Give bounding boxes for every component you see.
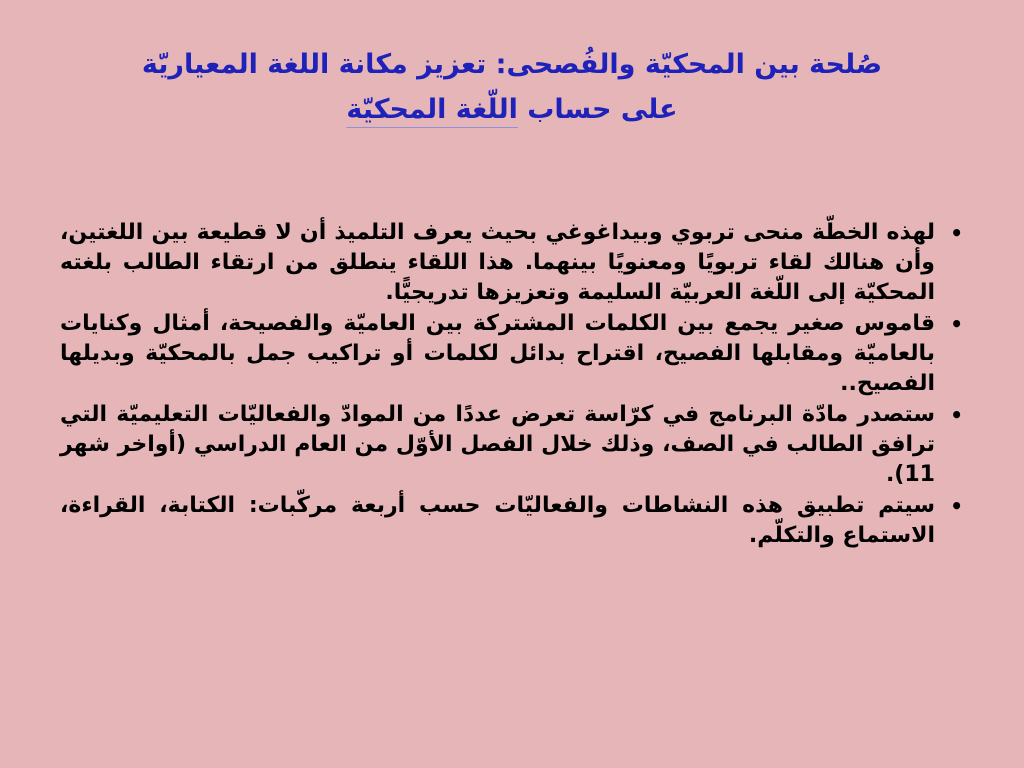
bullet-item	[60, 309, 965, 399]
bullet-icon: •	[950, 312, 963, 336]
bullet-text: سيتم تطبيق هذه النشاطات والفعاليّات حسب أربعة مركّبات: الكتابة، القراءة، الاستماع والتكلّم.	[60, 493, 935, 548]
bullet-list	[60, 218, 965, 551]
bullet-text: قاموس صغير يجمع بين الكلمات المشتركة بين العاميّة والفصيحة، أمثال وكنايات بالعاميّة ومقابلها الفصيح، اقتراح بدائل لكلمات أو تراكيب جمل بالمحكيّة وبديلها الفصيح..	[60, 311, 935, 396]
bullet-icon: •	[950, 403, 963, 427]
bullet-item	[60, 218, 965, 308]
title-line-2	[40, 87, 984, 132]
title-line-2-underlined: اللّغة المحكيّة	[346, 94, 518, 125]
bullet-list-container	[60, 218, 965, 552]
title-line-1: صُلحة بين المحكيّة والفُصحى: تعزيز مكانة اللغة المعياريّة	[141, 49, 883, 80]
bullet-icon: •	[950, 221, 963, 245]
bullet-text: لهذه الخطّة منحى تربوي وبيداغوغي بحيث يعرف التلميذ أن لا قطيعة بين اللغتين، وأن هنالك لقاء تربويًا ومعنويًا بينهما. هذا اللقاء ينطلق من ارتقاء الطالب بلغته المحكيّة إلى اللّغة العربيّة السليمة وتعزيزها تدريجيًّا.	[60, 220, 935, 305]
slide-title	[40, 42, 984, 132]
title-line-2-prefix: على حساب	[517, 94, 678, 125]
bullet-icon: •	[950, 494, 963, 518]
bullet-item	[60, 400, 965, 490]
bullet-text: ستصدر مادّة البرنامج في كرّاسة تعرض عددًا من الموادّ والفعاليّات التعليميّة التي ترافق الطالب في الصف، وذلك خلال الفصل الأوّل من العام الدراسي (أواخر شهر 11).	[60, 402, 935, 487]
bullet-item	[60, 491, 965, 551]
